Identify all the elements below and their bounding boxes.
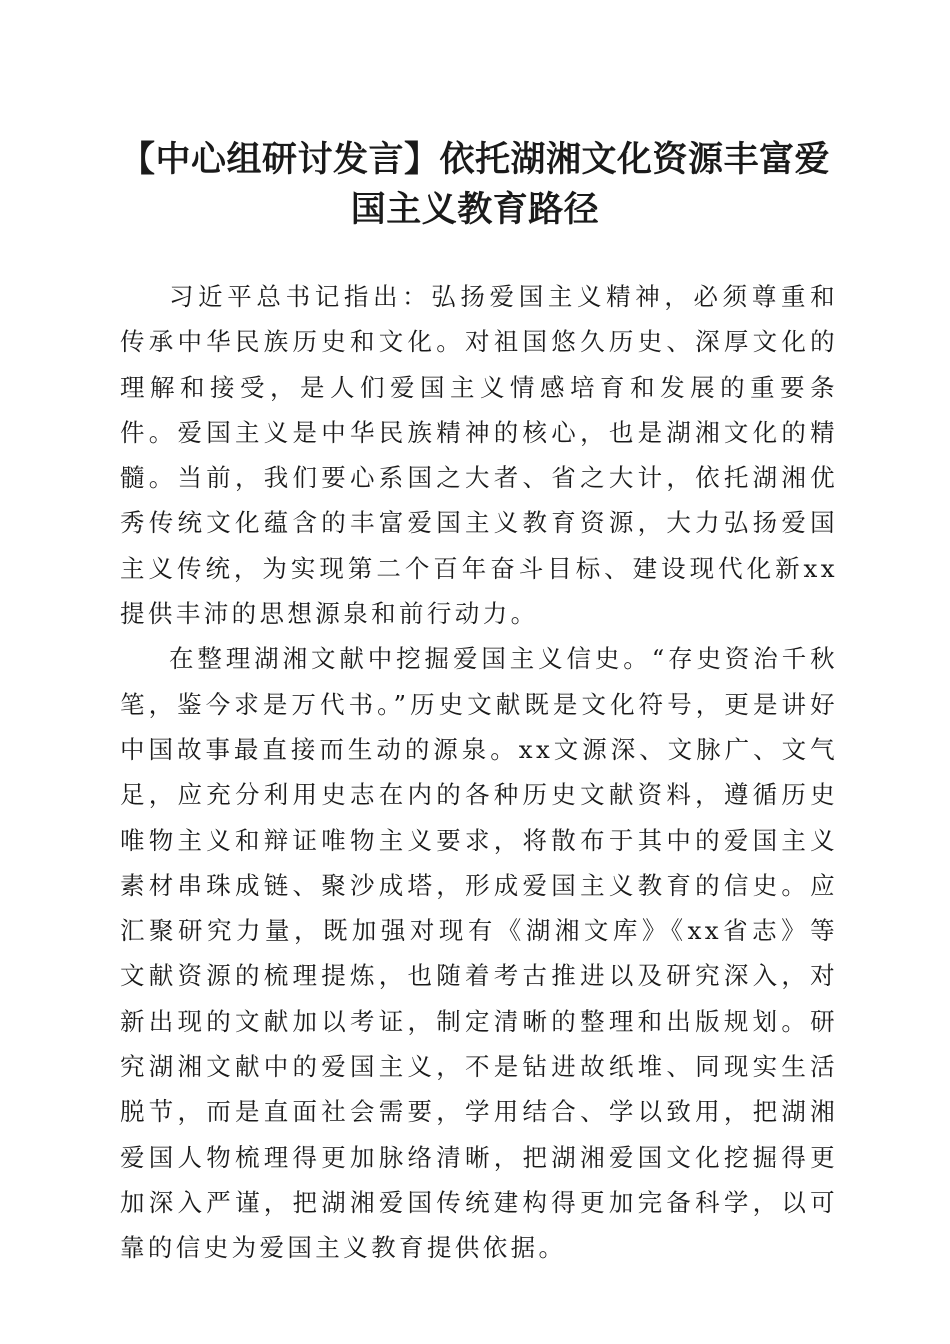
paragraph-intro: 习近平总书记指出：弘扬爱国主义精神，必须尊重和传承中华民族历史和文化。对祖国悠久历史、深厚文化的理解和接受，是人们爱国主义情感培育和发展的重要条件。爱国主义是中华民族精神的核心，也是湖湘文化的精髓。当前，我们要心系国之大者、省之大计，依托湖湘优秀传统文化蕴含的丰富爱国主义教育资源，大力弘扬爱国主义传统，为实现第二个百年奋斗目标、建设现代化新xx提供丰沛的思想源泉和前行动力。 [120, 282, 838, 629]
document-body [120, 274, 838, 1271]
document-title: 【中心组研讨发言】依托湖湘文化资源丰富爱国主义教育路径 [119, 139, 830, 230]
paragraph-literature: 在整理湖湘文献中挖掘爱国主义信史。“存史资治千秋笔，鉴今求是万代书。”历史文献既是文化符号，更是讲好中国故事最直接而生动的源泉。xx文源深、文脉广、文气足，应充分利用史志在内的各种历史文献资料，遵循历史唯物主义和辩证唯物主义要求，将散布于其中的爱国主义素材串珠成链、聚沙成塔，形成爱国主义教育的信史。应汇聚研究力量，既加强对现有《湖湘文库》《xx省志》等文献资源的梳理提炼，也随着考古推进以及研究深入，对新出现的文献加以考证，制定清晰的整理和出版规划。研究湖湘文献中的爱国主义，不是钻进故纸堆、同现实生活脱节，而是直面社会需要，学用结合、学以致用，把湖湘爱国人物梳理得更加脉络清晰，把湖湘爱国文化挖掘得更加深入严谨，把湖湘爱国传统建构得更加完备科学，以可靠的信史为爱国主义教育提供依据。 [120, 644, 838, 1263]
